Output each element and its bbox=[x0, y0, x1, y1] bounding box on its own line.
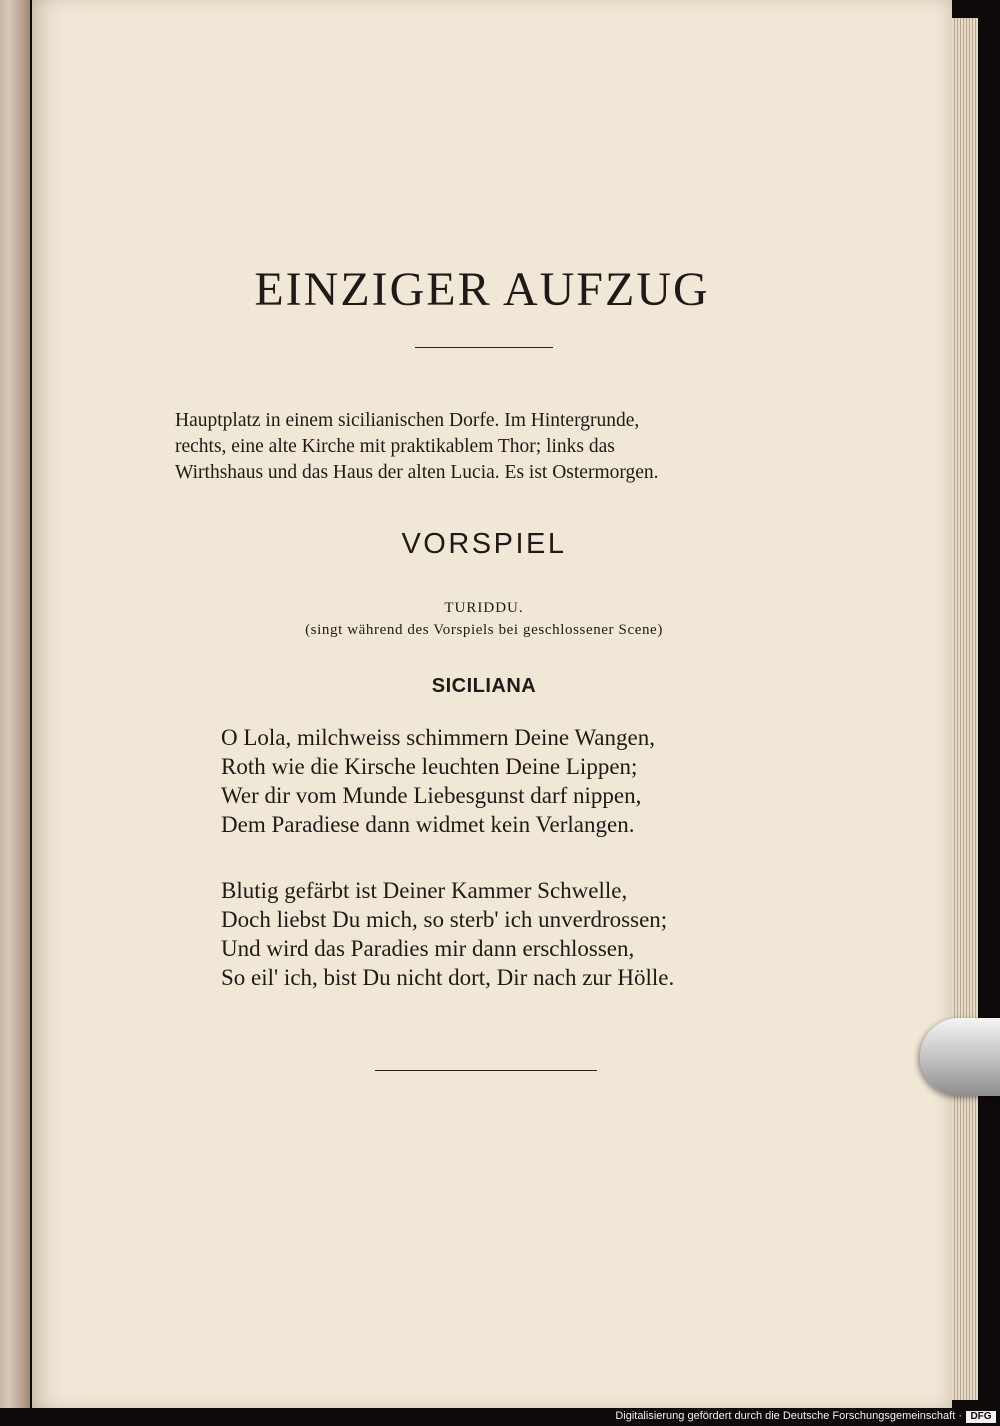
left-page-edge bbox=[0, 0, 30, 1408]
dfg-logo: DFG bbox=[966, 1411, 996, 1423]
verse-line: Roth wie die Kirsche leuchten Deine Lippen; bbox=[221, 754, 638, 779]
description-line: Wirthshaus und das Haus der alten Lucia. Es ist Ostermorgen. bbox=[175, 462, 659, 483]
page-stack-edges bbox=[952, 18, 978, 1400]
stage-direction: (singt während des Vorspiels bei geschlossener Scene) bbox=[305, 622, 663, 638]
end-divider bbox=[375, 1070, 597, 1071]
description-line: rechts, eine alte Kirche mit praktikablem Thor; links das bbox=[175, 436, 615, 457]
verse-line: O Lola, milchweiss schimmern Deine Wangen, bbox=[221, 725, 655, 750]
verse-line: Doch liebst Du mich, so sterb' ich unverdrossen; bbox=[221, 907, 668, 932]
song-title: SICILIANA bbox=[431, 675, 537, 697]
verse-line: Und wird das Paradies mir dann erschlossen, bbox=[221, 936, 635, 961]
description-line: Hauptplatz in einem sicilianischen Dorfe. Im Hintergrunde, bbox=[175, 410, 640, 431]
page-title: EINZIGER AUFZUG bbox=[254, 263, 710, 316]
stanza-2 bbox=[221, 876, 801, 992]
page-content bbox=[32, 0, 952, 1408]
title-divider bbox=[415, 347, 553, 348]
section-title: VORSPIEL bbox=[401, 528, 567, 560]
stanza-1 bbox=[221, 723, 801, 839]
scene-description bbox=[175, 408, 795, 486]
verse-line: So eil' ich, bist Du nicht dort, Dir nach zur Hölle. bbox=[221, 965, 675, 990]
verse-line: Blutig gefärbt ist Deiner Kammer Schwelle, bbox=[221, 878, 628, 903]
character-name: TURIDDU. bbox=[444, 600, 524, 616]
verse-line: Dem Paradiese dann widmet kein Verlangen. bbox=[221, 812, 635, 837]
verse-line: Wer dir vom Munde Liebesgunst darf nippen, bbox=[221, 783, 642, 808]
footer-credit: Digitalisierung gefördert durch die Deutsche Forschungsgemeinschaft · bbox=[615, 1410, 962, 1422]
